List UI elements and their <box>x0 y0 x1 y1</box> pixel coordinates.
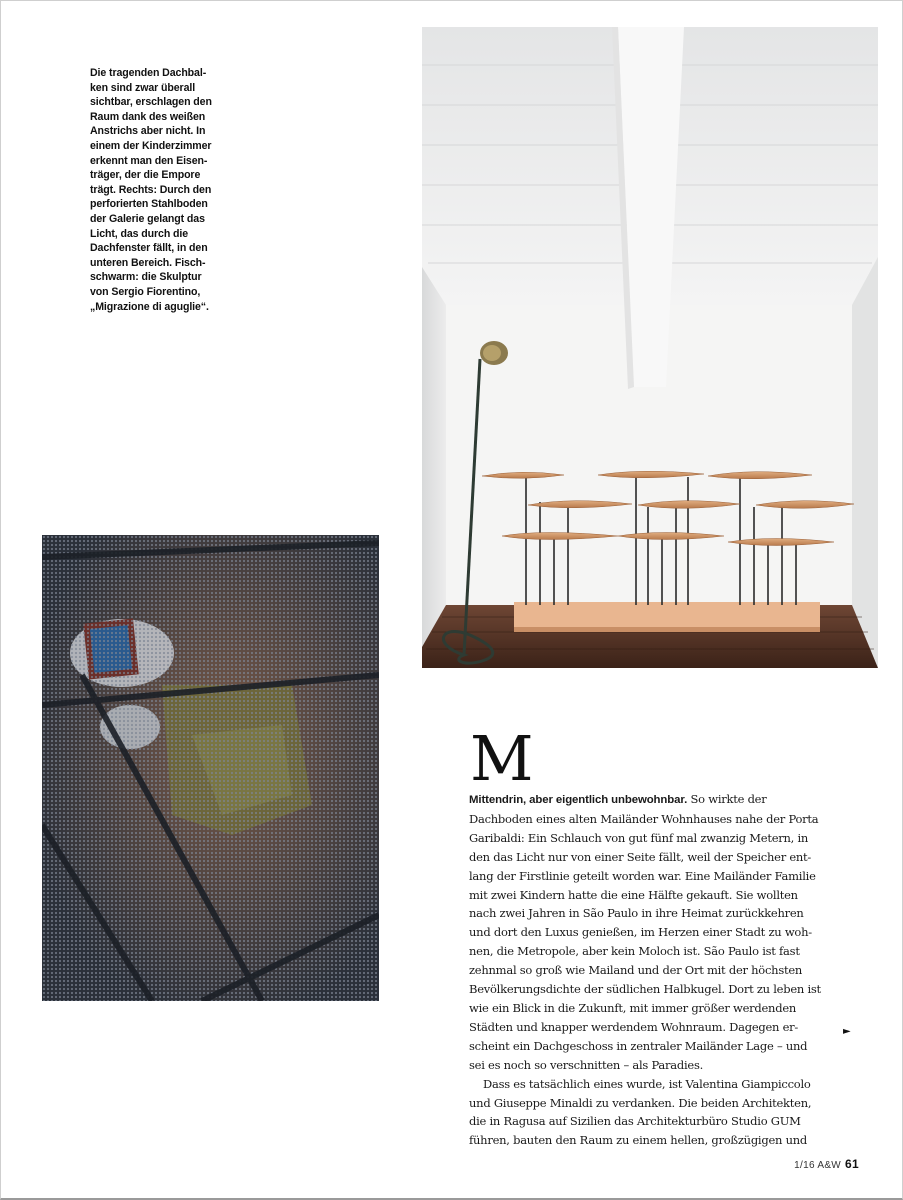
article-line: Städten und knapper werdendem Wohnraum. Dagegen er- <box>469 1019 799 1034</box>
article-line: die in Ragusa auf Sizilien das Architekturbüro Studio GUM <box>469 1114 801 1129</box>
article-line: Garibaldi: Ein Schlauch von gut fünf mal zwanzig Metern, in <box>469 830 809 845</box>
caption-line: erkennt man den Eisen- <box>90 154 208 167</box>
caption-line: trägt. Rechts: Durch den <box>90 183 212 196</box>
caption-line: der Galerie gelangt das <box>90 212 205 225</box>
article-line: zehnmal so groß wie Mailand und der Ort mit der höchsten <box>469 963 803 978</box>
caption-line: einem der Kinderzimmer <box>90 139 212 152</box>
caption-line: ken sind zwar überall <box>90 81 196 94</box>
page-folio <box>794 1157 859 1171</box>
caption-line: unteren Bereich. Fisch- <box>90 256 206 269</box>
caption-line: sichtbar, erschlagen den <box>90 96 212 109</box>
article-line: und dort den Luxus genießen, im Herzen einer Stadt zu woh- <box>469 925 812 940</box>
issue-label: 1/16 A&W <box>794 1160 842 1171</box>
drop-cap: M <box>470 722 534 795</box>
caption-line: Dachfenster fällt, in den <box>90 242 208 255</box>
sculpture-photo <box>422 27 878 668</box>
perforated-floor-photo <box>42 535 379 1001</box>
caption-line: perforierten Stahlboden <box>90 198 208 211</box>
sculpture-photo-illustration <box>422 27 878 668</box>
article-line: So wirkte der <box>687 792 767 806</box>
caption-line: „Migrazione di aguglie“. <box>90 300 209 313</box>
article-line: lang der Firstlinie geteilt worden war. Eine Mailänder Familie <box>469 868 816 883</box>
caption-line: träger, der die Empore <box>90 169 201 182</box>
photo-caption <box>90 66 255 314</box>
article-line: wie ein Blick in die Zukunft, mit immer größer werdenden <box>469 1000 797 1015</box>
caption-line: Raum dank des weißen <box>90 110 206 123</box>
page-number: 61 <box>845 1157 859 1171</box>
article-line: und Giuseppe Minaldi zu verdanken. Die beiden Architekten, <box>469 1095 812 1110</box>
caption-line: Anstrichs aber nicht. In <box>90 125 206 138</box>
perforated-floor-illustration <box>42 535 379 1001</box>
article-line: nach zwei Jahren in São Paulo in ihre Heimat zurückkehren <box>469 906 804 921</box>
article-line: mit zwei Kindern hatte die eine Hälfte gekauft. Sie wollten <box>469 887 798 902</box>
article-line: sei es noch so verschnitten – als Paradies. <box>469 1057 704 1072</box>
caption-line: Die tragenden Dachbal- <box>90 67 207 79</box>
caption-line: von Sergio Fiorentino, <box>90 285 201 298</box>
article-line: Bevölkerungsdichte der südlichen Halbkugel. Dort zu leben ist <box>469 982 821 997</box>
article-line: führen, bauten den Raum zu einem hellen, großzügigen und <box>469 1133 808 1148</box>
article-line: scheint ein Dachgeschoss in zentraler Mailänder Lage – und <box>469 1038 808 1053</box>
article-line: Dachboden eines alten Mailänder Wohnhauses nahe der Porta <box>469 811 819 826</box>
caption-line: schwarm: die Skulptur <box>90 271 202 284</box>
article-line: Dass es tatsächlich eines wurde, ist Valentina Giampiccolo <box>483 1076 811 1091</box>
caption-line: Licht, das durch die <box>90 227 189 240</box>
article-line: den das Licht nur von einer Seite fällt, weil der Speicher ent- <box>469 849 812 864</box>
article-line: nen, die Metropole, aber kein Moloch ist. São Paulo ist fast <box>469 944 800 959</box>
arrow-right-icon: ► <box>843 1026 851 1037</box>
article-lead: Mittendrin, aber eigentlich unbewohnbar. <box>469 794 688 806</box>
article-body <box>469 790 831 1150</box>
